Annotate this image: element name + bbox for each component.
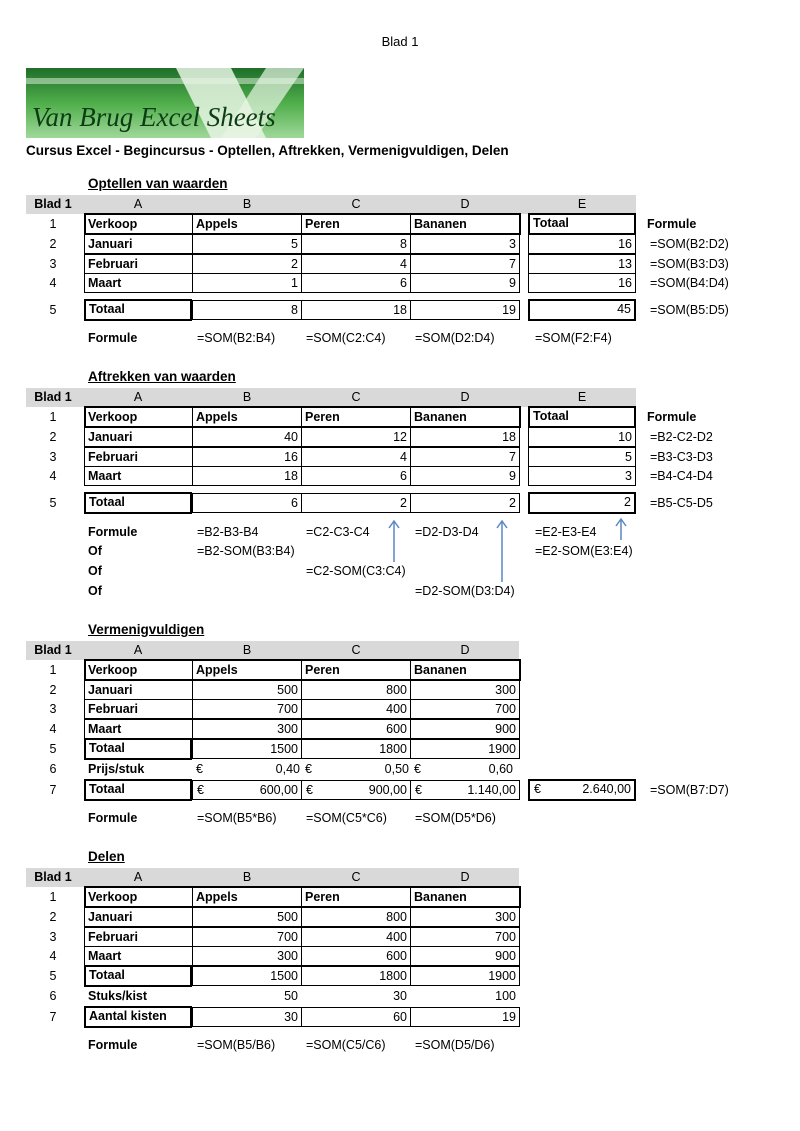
cell-value[interactable]: 8 xyxy=(301,234,411,254)
cell-label[interactable]: Maart xyxy=(84,946,193,966)
col-header-e: E xyxy=(577,390,587,404)
column-formula: =SOM(B5*B6) xyxy=(197,811,277,825)
euro-sign: € xyxy=(414,762,421,776)
col-header-b: B xyxy=(242,390,252,404)
cell-label[interactable]: Januari xyxy=(84,427,193,447)
column-header-row xyxy=(26,868,519,887)
row-number: 2 xyxy=(49,237,57,251)
cell-total-value[interactable]: 6 xyxy=(192,493,302,513)
amount-value: 900,00 xyxy=(368,783,407,797)
cell-value[interactable]: 1 xyxy=(192,273,302,293)
cell-total-value[interactable]: 19 xyxy=(410,300,520,320)
formule-label: Formule xyxy=(647,410,697,424)
cell-total[interactable]: 10 xyxy=(528,427,636,447)
cell-value[interactable]: 3 xyxy=(410,234,520,254)
cell-total[interactable]: 16 xyxy=(528,234,636,254)
formule-label: Formule xyxy=(88,525,138,539)
col-header-a: A xyxy=(133,197,143,211)
cell-value[interactable]: 1800 xyxy=(301,739,411,759)
cell-value[interactable]: 1800 xyxy=(301,966,411,986)
up-arrow-icon xyxy=(494,518,510,584)
cell-value[interactable]: 1500 xyxy=(192,966,302,986)
sheet-label: Blad 1 xyxy=(34,197,72,211)
column-formula: =SOM(D2:D4) xyxy=(415,331,495,345)
cell-value[interactable]: 700 xyxy=(410,699,520,719)
row-number: 1 xyxy=(49,890,57,904)
col-header-b: B xyxy=(242,197,252,211)
row-number: 5 xyxy=(49,303,57,317)
cell-total-value[interactable]: 2 xyxy=(301,493,411,513)
cell-value[interactable]: 16 xyxy=(192,447,302,467)
cell-value[interactable]: 400 xyxy=(301,927,411,947)
col-header-c: C xyxy=(351,390,361,404)
row-formula: =SOM(B2:D2) xyxy=(650,237,729,251)
cell-peren[interactable]: Peren xyxy=(301,660,411,680)
alt-formula: =C2-SOM(C3:C4) xyxy=(306,564,406,578)
cell-label[interactable]: Februari xyxy=(84,927,193,947)
cell-total[interactable]: 16 xyxy=(528,273,636,293)
cell-label[interactable]: Februari xyxy=(84,699,193,719)
row-number: 3 xyxy=(49,450,57,464)
column-formula: =SOM(F2:F4) xyxy=(535,331,612,345)
column-header-row xyxy=(26,641,519,660)
cell-value[interactable]: 800 xyxy=(301,907,411,927)
cell-total-value[interactable]: 2 xyxy=(410,493,520,513)
cell-value[interactable]: 40 xyxy=(192,427,302,447)
cell-value[interactable]: 5 xyxy=(192,234,302,254)
cell-value[interactable]: 6 xyxy=(301,466,411,486)
cell-value[interactable]: 4 xyxy=(301,254,411,274)
cell-label[interactable]: Maart xyxy=(84,466,193,486)
cell-grand-total[interactable]: 2 xyxy=(528,492,636,514)
col-header-c: C xyxy=(351,197,361,211)
cell-value[interactable]: 700 xyxy=(192,699,302,719)
cell-value[interactable]: 12 xyxy=(301,427,411,447)
row-number: 7 xyxy=(49,1010,57,1024)
cell-value[interactable]: 300 xyxy=(410,680,520,700)
row-formula: =B3-C3-D3 xyxy=(650,450,713,464)
price-value: 0,40 xyxy=(275,762,300,776)
cell-value[interactable]: 900 xyxy=(410,719,520,739)
cell-bananen[interactable]: Bananen xyxy=(410,660,520,680)
up-arrow-icon xyxy=(386,518,402,564)
cell-totaal-label[interactable]: Totaal xyxy=(84,492,192,514)
cell-aantal-kisten-label[interactable]: Aantal kisten xyxy=(84,1006,192,1028)
euro-sign: € xyxy=(196,762,203,776)
col-header-d: D xyxy=(460,197,470,211)
cell-amount[interactable] xyxy=(192,780,302,800)
row-formula: =SOM(B5:D5) xyxy=(650,303,729,317)
row-formula: =SOM(B4:D4) xyxy=(650,276,729,290)
cell-value[interactable]: 700 xyxy=(410,927,520,947)
euro-sign: € xyxy=(197,783,204,797)
cell-value[interactable]: 18 xyxy=(410,427,520,447)
cell-label[interactable]: Januari xyxy=(84,234,193,254)
cell-peren[interactable]: Peren xyxy=(301,407,411,427)
cell-label[interactable]: Januari xyxy=(84,907,193,927)
column-formula: =SOM(C5/C6) xyxy=(306,1038,386,1052)
row-number: 6 xyxy=(49,989,57,1003)
up-arrow-icon xyxy=(613,516,629,542)
section-title-optellen: Optellen van waarden xyxy=(88,176,228,191)
subtitle: Cursus Excel - Begincursus - Optellen, Aftrekken, Vermenigvuldigen, Delen xyxy=(26,143,509,158)
row-number: 6 xyxy=(49,762,57,776)
cell-peren[interactable]: Peren xyxy=(301,214,411,234)
cell-value[interactable]: 600 xyxy=(301,719,411,739)
row-number: 1 xyxy=(49,663,57,677)
cell-value[interactable]: 800 xyxy=(301,680,411,700)
price-value: 0,50 xyxy=(384,762,409,776)
cell-totaal-header[interactable]: Totaal xyxy=(528,213,636,235)
formule-label: Formule xyxy=(88,811,138,825)
of-label: Of xyxy=(88,544,102,558)
price-value: 0,60 xyxy=(488,762,513,776)
cell-value[interactable]: 9 xyxy=(410,466,520,486)
row-number: 3 xyxy=(49,930,57,944)
euro-sign: € xyxy=(534,782,541,796)
cell-label[interactable]: Februari xyxy=(84,447,193,467)
row-number: 7 xyxy=(49,783,57,797)
row-formula: =B5-C5-D5 xyxy=(650,496,713,510)
cell-value[interactable]: 9 xyxy=(410,273,520,293)
cell-appels[interactable]: Appels xyxy=(192,887,302,907)
logo-graphic xyxy=(26,68,304,138)
row-formula: =SOM(B3:D3) xyxy=(650,257,729,271)
cell-value[interactable]: 300 xyxy=(192,719,302,739)
cell-value[interactable]: 30 xyxy=(192,1007,302,1027)
row-number: 1 xyxy=(49,410,57,424)
column-formula: =SOM(B2:B4) xyxy=(197,331,276,345)
cell-grand-total[interactable]: 45 xyxy=(528,299,636,321)
cell-value[interactable]: 18 xyxy=(192,466,302,486)
row-number: 5 xyxy=(49,496,57,510)
euro-sign: € xyxy=(306,783,313,797)
cell-label[interactable]: Januari xyxy=(84,680,193,700)
cell-value[interactable]: 500 xyxy=(192,907,302,927)
row-number: 4 xyxy=(49,276,57,290)
cell-bananen[interactable]: Bananen xyxy=(410,214,520,234)
cell-verkoop[interactable]: Verkoop xyxy=(84,887,193,907)
column-formula: =E2-E3-E4 xyxy=(535,525,597,539)
cell-value[interactable]: 500 xyxy=(192,680,302,700)
column-formula: =D2-D3-D4 xyxy=(415,525,479,539)
of-label: Of xyxy=(88,584,102,598)
cell-verkoop[interactable]: Verkoop xyxy=(84,407,193,427)
cell-totaal-label[interactable]: Totaal xyxy=(84,299,192,321)
of-label: Of xyxy=(88,564,102,578)
amount-value: 600,00 xyxy=(259,783,298,797)
cell-price[interactable] xyxy=(301,760,409,779)
cell-price[interactable] xyxy=(192,760,300,779)
column-formula: =SOM(D5*D6) xyxy=(415,811,496,825)
euro-sign: € xyxy=(305,762,312,776)
formule-label: Formule xyxy=(647,217,697,231)
row-number: 2 xyxy=(49,910,57,924)
logo xyxy=(26,68,304,138)
col-header-c: C xyxy=(351,643,361,657)
cell-value[interactable]: 700 xyxy=(192,927,302,947)
column-formula: =C2-C3-C4 xyxy=(306,525,370,539)
col-header-d: D xyxy=(460,643,470,657)
cell-appels[interactable]: Appels xyxy=(192,214,302,234)
cell-appels[interactable]: Appels xyxy=(192,660,302,680)
cell-value[interactable]: 600 xyxy=(301,946,411,966)
cell-bananen[interactable]: Bananen xyxy=(410,407,520,427)
cell-value[interactable]: 7 xyxy=(410,254,520,274)
euro-sign: € xyxy=(415,783,422,797)
cell-peren[interactable]: Peren xyxy=(301,887,411,907)
row-number: 3 xyxy=(49,702,57,716)
cell-value[interactable]: 1900 xyxy=(410,739,520,759)
cell-value[interactable]: 60 xyxy=(301,1007,411,1027)
col-header-c: C xyxy=(351,870,361,884)
alt-formula: =D2-SOM(D3:D4) xyxy=(415,584,515,598)
cell-total-value[interactable]: 18 xyxy=(301,300,411,320)
column-header-row xyxy=(26,388,636,407)
grand-total-value: 2.640,00 xyxy=(582,782,631,796)
cell-label[interactable]: Februari xyxy=(84,254,193,274)
cell-value[interactable]: 900 xyxy=(410,946,520,966)
sheet-label: Blad 1 xyxy=(34,390,72,404)
cell-value[interactable]: 100 xyxy=(495,989,516,1003)
col-header-b: B xyxy=(242,643,252,657)
row-number: 4 xyxy=(49,722,57,736)
row-formula: =SOM(B7:D7) xyxy=(650,783,729,797)
cell-bananen[interactable]: Bananen xyxy=(410,887,520,907)
cell-verkoop[interactable]: Verkoop xyxy=(84,660,193,680)
section-title-delen: Delen xyxy=(88,849,125,864)
cell-totaal-header[interactable]: Totaal xyxy=(528,406,636,428)
cell-value[interactable]: 300 xyxy=(410,907,520,927)
row-number: 5 xyxy=(49,969,57,983)
cell-appels[interactable]: Appels xyxy=(192,407,302,427)
column-header-row xyxy=(26,195,636,214)
row-formula: =B2-C2-D2 xyxy=(650,430,713,444)
cell-amount[interactable] xyxy=(410,780,520,800)
col-header-a: A xyxy=(133,390,143,404)
cell-value[interactable]: 4 xyxy=(301,447,411,467)
sheet-label: Blad 1 xyxy=(34,643,72,657)
cell-totaal-label[interactable]: Totaal xyxy=(84,965,192,987)
row-number: 4 xyxy=(49,469,57,483)
cell-value[interactable]: 300 xyxy=(192,946,302,966)
col-header-d: D xyxy=(460,870,470,884)
cell-totaal-label[interactable]: Totaal xyxy=(84,738,192,760)
cell-label[interactable]: Prijs/stuk xyxy=(88,762,145,776)
cell-value[interactable]: 19 xyxy=(410,1007,520,1027)
cell-verkoop[interactable]: Verkoop xyxy=(84,214,193,234)
sheet-label: Blad 1 xyxy=(34,870,72,884)
row-number: 2 xyxy=(49,683,57,697)
cell-value[interactable]: 1500 xyxy=(192,739,302,759)
formule-label: Formule xyxy=(88,331,138,345)
logo-text: Van Brug Excel Sheets xyxy=(32,102,276,132)
row-formula: =B4-C4-D4 xyxy=(650,469,713,483)
cell-grand-total[interactable] xyxy=(528,779,636,801)
row-number: 5 xyxy=(49,742,57,756)
cell-totaal-label[interactable]: Totaal xyxy=(84,779,192,801)
alt-formula: =B2-SOM(B3:B4) xyxy=(197,544,295,558)
column-formula: =SOM(C5*C6) xyxy=(306,811,387,825)
cell-value[interactable]: 6 xyxy=(301,273,411,293)
column-formula: =SOM(C2:C4) xyxy=(306,331,386,345)
col-header-a: A xyxy=(133,643,143,657)
row-number: 1 xyxy=(49,217,57,231)
cell-label[interactable]: Stuks/kist xyxy=(88,989,148,1003)
cell-total[interactable]: 13 xyxy=(528,254,636,274)
col-header-d: D xyxy=(460,390,470,404)
row-number: 4 xyxy=(49,949,57,963)
column-formula: =SOM(D5/D6) xyxy=(415,1038,495,1052)
cell-total[interactable]: 3 xyxy=(528,466,636,486)
row-number: 3 xyxy=(49,257,57,271)
cell-total[interactable]: 5 xyxy=(528,447,636,467)
column-formula: =B2-B3-B4 xyxy=(197,525,259,539)
formule-label: Formule xyxy=(88,1038,138,1052)
cell-value[interactable]: 50 xyxy=(284,989,298,1003)
cell-value[interactable]: 1900 xyxy=(410,966,520,986)
row-number: 2 xyxy=(49,430,57,444)
cell-value[interactable]: 7 xyxy=(410,447,520,467)
col-header-e: E xyxy=(577,197,587,211)
cell-amount[interactable] xyxy=(301,780,411,800)
cell-label[interactable]: Maart xyxy=(84,719,193,739)
col-header-a: A xyxy=(133,870,143,884)
alt-formula: =E2-SOM(E3:E4) xyxy=(535,544,633,558)
cell-value[interactable]: 400 xyxy=(301,699,411,719)
cell-label[interactable]: Maart xyxy=(84,273,193,293)
section-title-aftrekken: Aftrekken van waarden xyxy=(88,369,236,384)
cell-value[interactable]: 30 xyxy=(393,989,407,1003)
section-title-vermenigvuldigen: Vermenigvuldigen xyxy=(88,622,205,637)
cell-price[interactable] xyxy=(410,760,513,779)
cell-value[interactable]: 2 xyxy=(192,254,302,274)
amount-value: 1.140,00 xyxy=(467,783,516,797)
col-header-b: B xyxy=(242,870,252,884)
page-title: Blad 1 xyxy=(381,34,419,49)
cell-total-value[interactable]: 8 xyxy=(192,300,302,320)
column-formula: =SOM(B5/B6) xyxy=(197,1038,276,1052)
